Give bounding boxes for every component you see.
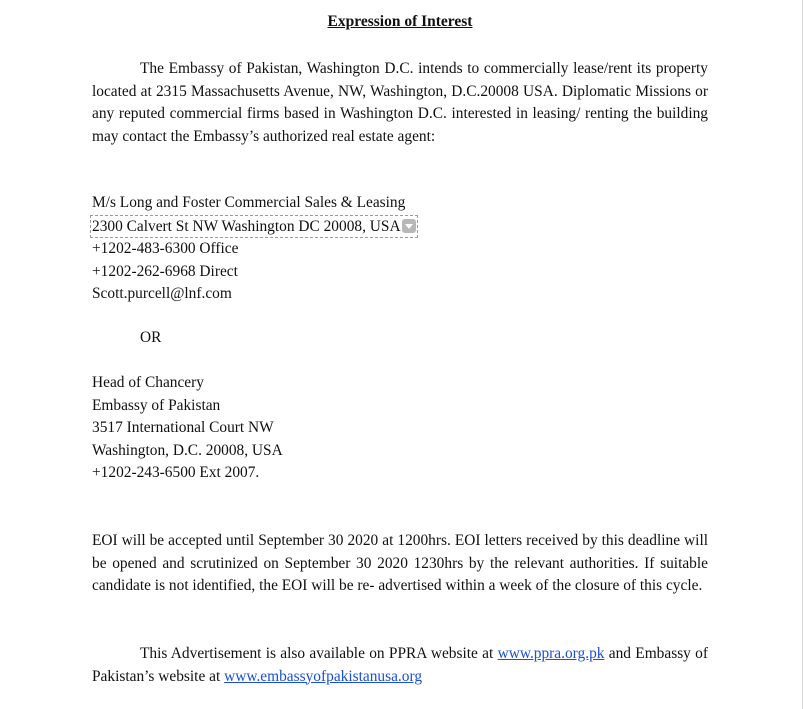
agent-name: M/s Long and Foster Commercial Sales & Leasing [92, 194, 406, 211]
chancery-title: Head of Chancery [92, 374, 204, 391]
chancery-phone: +1202-243-6500 Ext 2007. [92, 464, 260, 481]
chancery-street: 3517 International Court NW [92, 419, 274, 436]
agent-address-line [92, 215, 418, 239]
agent-email: Scott.purcell@lnf.com [92, 285, 232, 302]
deadline-paragraph: EOI will be accepted until September 30 2020 at 1200hrs. EOI letters received by this deadline will be opened and scrutinized on September 30 2020 1230hrs by the relevant authorities. If suitable candidate is not identified, the EOI will be re- advertised within a week of the closure of this cycle. [92, 532, 708, 594]
agent-address: 2300 Calvert St NW Washington DC 20008, USA [92, 217, 401, 235]
website-paragraph [92, 643, 708, 688]
ppra-link[interactable]: www.ppra.org.pk [497, 645, 605, 662]
embassy-website-link[interactable]: www.embassyofpakistanusa.org [224, 667, 423, 685]
website-prefix: This Advertisement is also available on PPRA website at [140, 645, 494, 662]
chancery-org: Embassy of Pakistan [92, 396, 221, 414]
chancery-contact-block [92, 372, 283, 485]
website-middle: and Embassy of Pakistan’s website at [92, 645, 708, 685]
intro-text: The Embassy of Pakistan, Washington D.C. intends to commercially lease/rent its property located at 2315 Massachusetts Avenue, NW, Washington, D.C.20008 USA. Diplomatic Missions or any reputed commercial firms based in Washington D.C. interested in leasing/ renting the building may contact the Embassy’s authorized real estate agent: [92, 60, 708, 145]
chevron-down-icon[interactable] [402, 219, 416, 233]
agent-phone-office: +1202-483-6300 Office [92, 240, 239, 257]
intro-paragraph [92, 58, 708, 148]
agent-contact-block [92, 192, 418, 306]
document-title: Expression of Interest [327, 13, 473, 30]
address-smart-field[interactable] [90, 215, 418, 238]
chancery-city: Washington, D.C. 20008, USA [92, 441, 283, 459]
or-separator: OR [140, 329, 162, 346]
agent-phone-direct: +1202-262-6968 Direct [92, 262, 238, 280]
